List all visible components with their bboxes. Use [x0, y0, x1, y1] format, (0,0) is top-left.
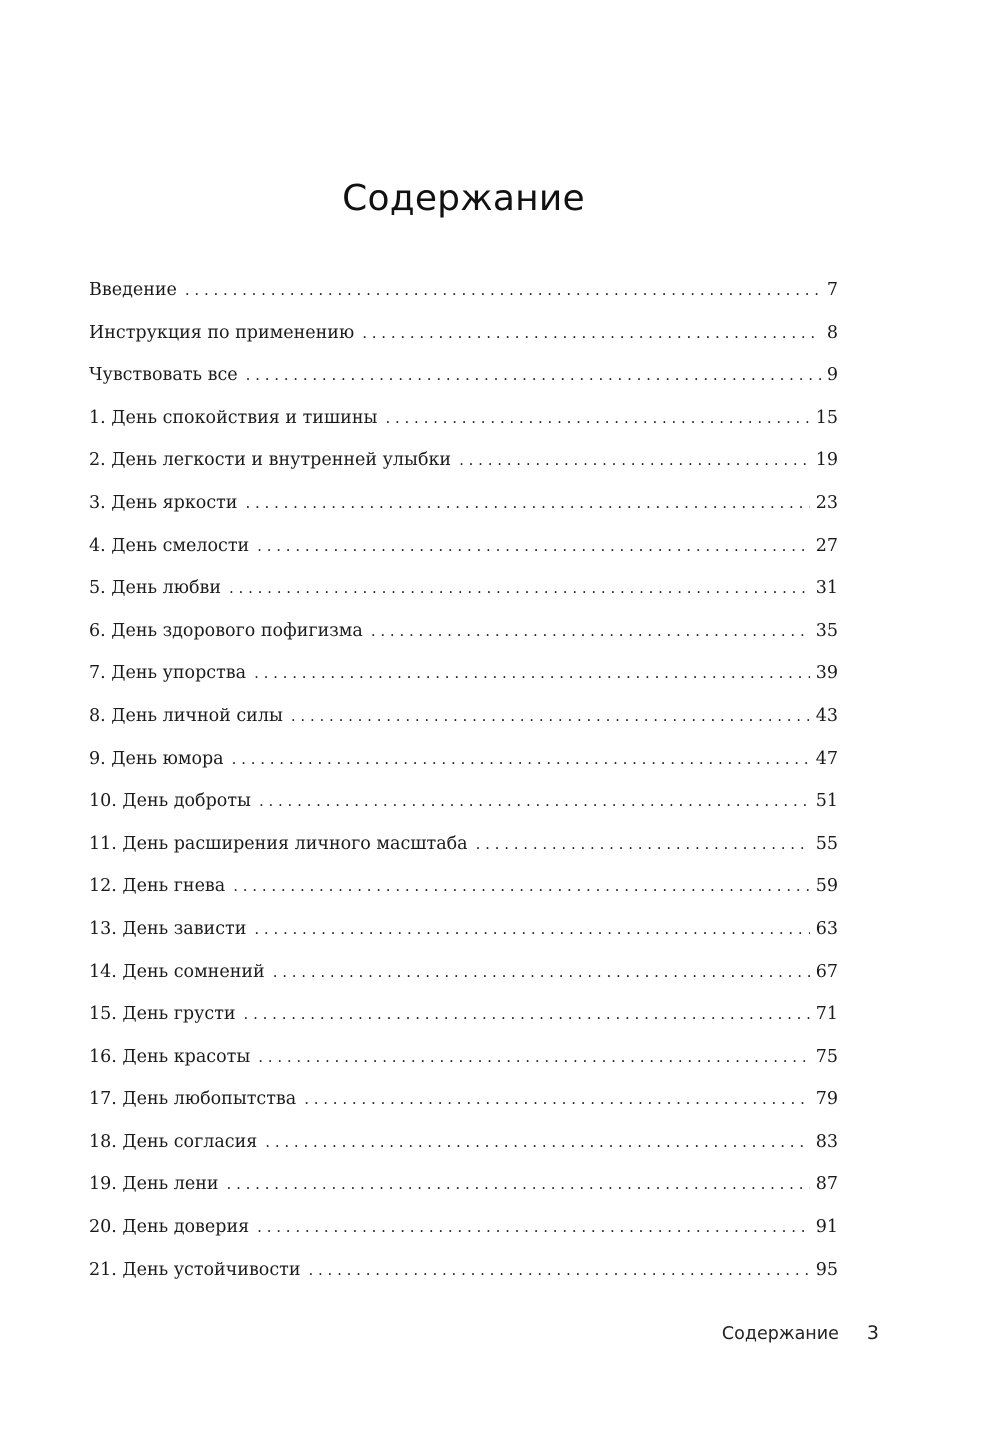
dot-leader — [244, 1005, 810, 1023]
toc-entry-page: 83 — [815, 1131, 838, 1152]
toc-entry-label: 20. День доверия — [89, 1217, 250, 1238]
toc-entry-page: 19 — [815, 450, 838, 471]
dot-leader — [304, 1090, 810, 1108]
table-of-contents — [89, 280, 838, 1302]
toc-entry-label: 14. День сомнений — [89, 961, 265, 982]
toc-entry-label: 1. День спокойствия и тишины — [89, 407, 378, 428]
toc-entry[interactable] — [89, 1260, 838, 1303]
toc-entry[interactable] — [89, 791, 838, 834]
dot-leader — [362, 324, 821, 342]
toc-entry-label: 12. День гнева — [89, 876, 226, 897]
toc-entry-page: 47 — [815, 748, 838, 769]
toc-entry-label: 5. День любви — [89, 578, 222, 599]
dot-leader — [257, 537, 810, 555]
toc-entry[interactable] — [89, 493, 838, 536]
toc-entry-label: 10. День доброты — [89, 791, 251, 812]
dot-leader — [265, 1133, 809, 1151]
dot-leader — [246, 366, 821, 384]
toc-entry-label: 6. День здорового пофигизма — [89, 620, 363, 641]
toc-entry-label: 17. День любопытства — [89, 1089, 297, 1110]
toc-entry-label: 3. День яркости — [89, 492, 238, 513]
toc-entry-label: 21. День устойчивости — [89, 1259, 301, 1280]
toc-entry[interactable] — [89, 536, 838, 579]
toc-entry-page: 91 — [815, 1217, 838, 1238]
dot-leader — [258, 1048, 809, 1066]
toc-entry-label: 2. День легкости и внутренней улыбки — [89, 450, 452, 471]
page-number: 3 — [866, 1322, 879, 1344]
dot-leader — [232, 750, 810, 768]
toc-entry[interactable] — [89, 578, 838, 621]
toc-entry[interactable] — [89, 1004, 838, 1047]
toc-entry-page: 7 — [826, 280, 838, 300]
toc-entry[interactable] — [89, 621, 838, 664]
dot-leader — [371, 622, 810, 640]
toc-entry[interactable] — [89, 834, 838, 877]
toc-entry-page: 35 — [815, 620, 838, 641]
toc-entry-page: 95 — [815, 1259, 838, 1280]
toc-entry[interactable] — [89, 1217, 838, 1260]
toc-entry[interactable] — [89, 962, 838, 1005]
dot-leader — [259, 792, 810, 810]
toc-entry-page: 67 — [815, 961, 838, 982]
dot-leader — [385, 409, 809, 427]
dot-leader — [257, 1218, 810, 1236]
toc-entry-page: 71 — [815, 1004, 838, 1025]
toc-entry-page: 87 — [815, 1174, 838, 1195]
dot-leader — [233, 877, 810, 895]
toc-entry[interactable] — [89, 876, 838, 919]
toc-entry-label: Введение — [89, 280, 177, 300]
toc-entry-page: 51 — [815, 791, 838, 812]
toc-entry-label: 4. День смелости — [89, 535, 250, 556]
toc-entry[interactable] — [89, 749, 838, 792]
toc-entry[interactable] — [89, 1047, 838, 1090]
toc-entry[interactable] — [89, 280, 838, 323]
dot-leader — [229, 579, 810, 597]
toc-entry-label: 11. День расширения личного масштаба — [89, 833, 468, 854]
toc-entry-label: Инструкция по применению — [89, 322, 355, 343]
toc-entry-label: Чувствовать все — [89, 365, 238, 386]
toc-entry-label: 19. День лени — [89, 1174, 219, 1195]
toc-entry-label: 8. День личной силы — [89, 705, 283, 726]
toc-entry[interactable] — [89, 408, 838, 451]
toc-entry-label: 7. День упорства — [89, 663, 247, 684]
dot-leader — [185, 281, 821, 299]
toc-entry-page: 43 — [815, 705, 838, 726]
toc-entry-page: 55 — [815, 833, 838, 854]
toc-entry-page: 63 — [815, 918, 838, 939]
dot-leader — [254, 664, 810, 682]
toc-entry-page: 75 — [815, 1046, 838, 1067]
toc-entry-label: 15. День грусти — [89, 1004, 236, 1025]
toc-entry-page: 79 — [815, 1089, 838, 1110]
toc-entry-page: 59 — [815, 876, 838, 897]
toc-entry[interactable] — [89, 919, 838, 962]
toc-entry[interactable] — [89, 706, 838, 749]
toc-entry-page: 27 — [815, 535, 838, 556]
toc-entry-label: 18. День согласия — [89, 1131, 258, 1152]
toc-entry-label: 16. День красоты — [89, 1046, 251, 1067]
dot-leader — [308, 1261, 809, 1279]
dot-leader — [291, 707, 810, 725]
toc-entry-label: 13. День зависти — [89, 918, 247, 939]
toc-entry[interactable] — [89, 1132, 838, 1175]
toc-entry-page: 15 — [815, 407, 838, 428]
toc-entry-page: 9 — [826, 365, 838, 386]
toc-entry[interactable] — [89, 450, 838, 493]
page-footer — [600, 1322, 879, 1344]
toc-entry-page: 31 — [815, 578, 838, 599]
dot-leader — [476, 835, 810, 853]
toc-entry[interactable] — [89, 663, 838, 706]
toc-entry[interactable] — [89, 365, 838, 408]
toc-entry[interactable] — [89, 1089, 838, 1132]
toc-entry[interactable] — [89, 323, 838, 366]
toc-entry-page: 23 — [815, 492, 838, 513]
dot-leader — [459, 451, 810, 469]
toc-entry-page: 8 — [826, 322, 838, 343]
toc-entry-page: 39 — [815, 663, 838, 684]
page-title: Содержание — [342, 178, 585, 219]
dot-leader — [254, 920, 809, 938]
toc-entry-label: 9. День юмора — [89, 748, 224, 769]
toc-entry[interactable] — [89, 1174, 838, 1217]
dot-leader — [245, 494, 809, 512]
dot-leader — [227, 1175, 810, 1193]
running-footer-title: Содержание — [721, 1324, 839, 1344]
dot-leader — [273, 963, 810, 981]
